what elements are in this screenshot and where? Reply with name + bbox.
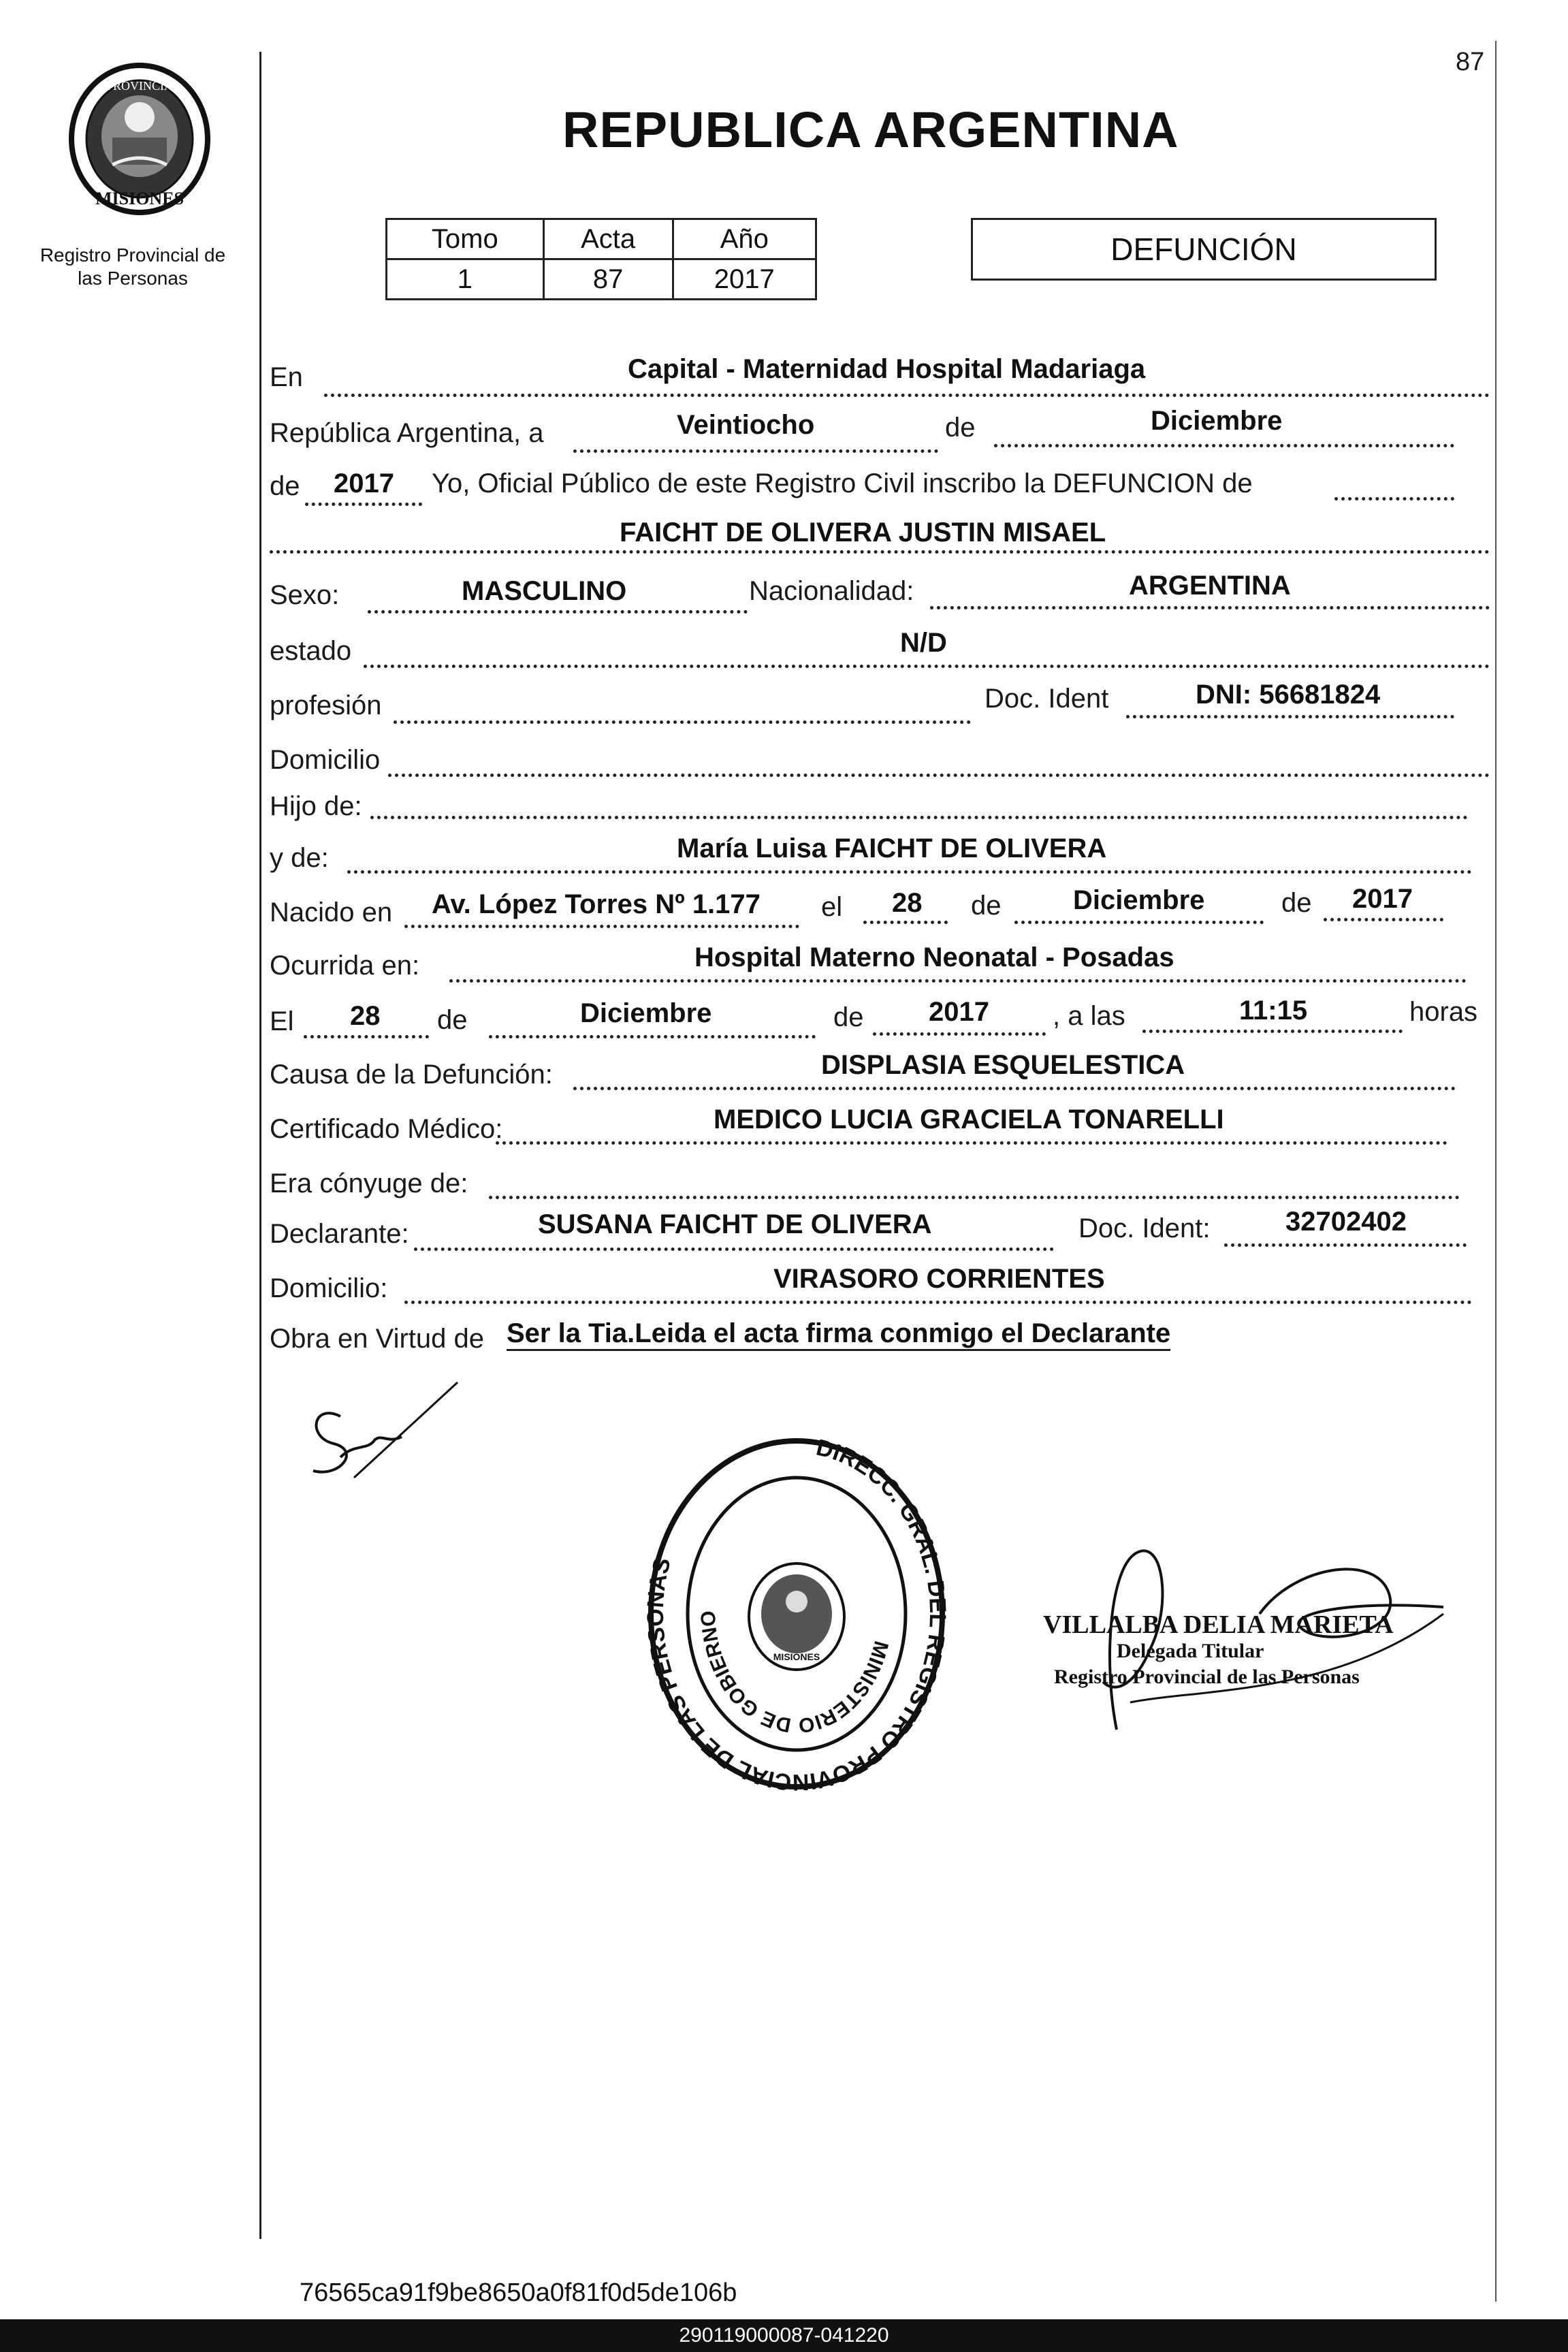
nacionalidad-line bbox=[930, 606, 1490, 609]
de-label: de bbox=[945, 413, 976, 443]
mes-line bbox=[994, 444, 1454, 447]
declarant-signature bbox=[300, 1376, 463, 1484]
hijo-line bbox=[370, 816, 1468, 819]
estado-label: estado bbox=[270, 636, 352, 666]
decl-doc-label: Doc. Ident: bbox=[1078, 1213, 1211, 1243]
page-title: REPUBLICA ARGENTINA bbox=[562, 101, 1179, 158]
mes-value: Diciembre bbox=[1151, 406, 1283, 436]
yde-line bbox=[347, 870, 1472, 874]
yde-label: y de: bbox=[270, 843, 329, 873]
declarante-line bbox=[414, 1247, 1054, 1251]
domicilio-label: Domicilio bbox=[270, 745, 381, 775]
sexo-value: MASCULINO bbox=[462, 576, 627, 606]
certificado-line bbox=[496, 1141, 1447, 1145]
def-dia-line bbox=[304, 1035, 429, 1038]
domicilio2-line bbox=[404, 1301, 1472, 1304]
def-anio-line bbox=[873, 1032, 1046, 1036]
de2-label: de bbox=[270, 471, 300, 501]
nac-mes-line bbox=[1014, 921, 1264, 924]
sexo-label: Sexo: bbox=[270, 580, 340, 610]
conyuge-label: Era cónyuge de: bbox=[270, 1169, 468, 1198]
cell-anio: 2017 bbox=[673, 259, 816, 300]
def-mes-line bbox=[489, 1035, 816, 1038]
doc-ident-line bbox=[1126, 715, 1454, 718]
nac-de1: de bbox=[971, 891, 1002, 921]
svg-text:PROVINCIA: PROVINCIA bbox=[106, 79, 174, 93]
nombre-line bbox=[270, 550, 1490, 554]
right-margin-line bbox=[1495, 41, 1497, 2302]
nac-dia: 28 bbox=[892, 888, 923, 918]
col-header-anio: Año bbox=[673, 219, 816, 259]
profesion-label: profesión bbox=[270, 690, 382, 720]
ocurrida-value: Hospital Materno Neonatal - Posadas bbox=[694, 942, 1174, 972]
estado-value: N/D bbox=[900, 628, 947, 658]
stamp-inner-text: MINISTERIO DE GOBIERNO bbox=[697, 1610, 893, 1737]
def-de2: de bbox=[833, 1002, 864, 1032]
hijo-label: Hijo de: bbox=[270, 791, 362, 821]
def-de1: de bbox=[437, 1005, 468, 1035]
en-line bbox=[324, 394, 1490, 397]
obra-value: Ser la Tia.Leida el acta firma conmigo el Declarante bbox=[507, 1318, 1170, 1351]
province-emblem bbox=[65, 63, 214, 216]
yde-value: María Luisa FAICHT DE OLIVERA bbox=[677, 833, 1107, 863]
nacionalidad-label: Nacionalidad: bbox=[749, 576, 914, 606]
nac-mes: Diciembre bbox=[1073, 885, 1205, 915]
nac-dia-line bbox=[863, 921, 948, 924]
left-margin-line bbox=[259, 52, 261, 2239]
en-label: En bbox=[270, 362, 303, 392]
certificado-value: MEDICO LUCIA GRACIELA TONARELLI bbox=[714, 1105, 1224, 1134]
def-dia: 28 bbox=[350, 1001, 381, 1031]
registry-line-2: las Personas bbox=[78, 268, 188, 289]
registry-line-1: Registro Provincial de bbox=[39, 244, 226, 266]
svg-text:MISIONES: MISIONES bbox=[95, 189, 185, 208]
footer-bar bbox=[0, 2319, 1568, 2352]
dia-line bbox=[573, 449, 938, 453]
causa-label: Causa de la Defunción: bbox=[270, 1060, 553, 1090]
cell-acta: 87 bbox=[543, 259, 673, 300]
doc-ident-value: DNI: 56681824 bbox=[1196, 680, 1381, 710]
dia-value: Veintiocho bbox=[677, 410, 815, 440]
hora-value: 11:15 bbox=[1239, 996, 1308, 1026]
ocurrida-label: Ocurrida en: bbox=[270, 951, 420, 981]
causa-value: DISPLASIA ESQUELESTICA bbox=[821, 1050, 1185, 1080]
republica-label: República Argentina, a bbox=[270, 418, 544, 448]
profesion-line bbox=[394, 720, 971, 724]
nacido-label: Nacido en bbox=[270, 897, 393, 927]
alas-label: , a las bbox=[1053, 1001, 1125, 1031]
footer-code: 290119000087-041220 bbox=[679, 2324, 889, 2347]
def-anio: 2017 bbox=[929, 997, 989, 1027]
nacido-value: Av. López Torres Nº 1.177 bbox=[432, 889, 761, 919]
col-header-tomo: Tomo bbox=[387, 219, 544, 259]
anio-value: 2017 bbox=[334, 468, 394, 498]
domicilio-line bbox=[388, 774, 1490, 777]
sexo-line bbox=[368, 610, 748, 614]
official-role: Delegada Titular bbox=[1117, 1640, 1264, 1662]
registry-name bbox=[27, 244, 238, 290]
declarante-value: SUSANA FAICHT DE OLIVERA bbox=[538, 1209, 932, 1239]
document-hash: 76565ca91f9be8650a0f81f0d5de106b bbox=[300, 2278, 737, 2307]
el2-label: El bbox=[270, 1006, 294, 1036]
decl-doc-value: 32702402 bbox=[1285, 1207, 1407, 1237]
page-number: 87 bbox=[1456, 48, 1485, 76]
certificado-label: Certificado Médico: bbox=[270, 1114, 503, 1144]
registry-table bbox=[385, 218, 817, 300]
horas-label: horas bbox=[1409, 997, 1478, 1027]
domicilio2-value: VIRASORO CORRIENTES bbox=[773, 1264, 1105, 1294]
nac-de2: de bbox=[1281, 888, 1312, 918]
yo-text: Yo, Oficial Público de este Registro Civil inscribo la DEFUNCION de bbox=[432, 468, 1253, 498]
col-header-acta: Acta bbox=[543, 219, 673, 259]
doc-ident-label: Doc. Ident bbox=[985, 684, 1109, 714]
nacionalidad-value: ARGENTINA bbox=[1129, 571, 1291, 601]
el-label: el bbox=[821, 892, 843, 922]
hora-line bbox=[1142, 1030, 1403, 1033]
record-type-box bbox=[971, 218, 1437, 281]
nac-anio: 2017 bbox=[1352, 884, 1413, 914]
domicilio2-label: Domicilio: bbox=[270, 1273, 388, 1303]
stamp-center-label: MISIONES bbox=[773, 1651, 820, 1662]
official-stamp bbox=[640, 1433, 953, 1804]
official-name: VILLALBA DELIA MARIETA bbox=[1043, 1610, 1394, 1639]
causa-line bbox=[573, 1087, 1456, 1090]
estado-line bbox=[364, 665, 1490, 668]
official-office: Registro Provincial de las Personas bbox=[1054, 1666, 1360, 1688]
en-value: Capital - Maternidad Hospital Madariaga bbox=[628, 354, 1146, 384]
nombre-value: FAICHT DE OLIVERA JUSTIN MISAEL bbox=[620, 518, 1106, 547]
yo-line bbox=[1334, 497, 1454, 500]
ocurrida-line bbox=[449, 979, 1467, 983]
stamp-outer-text: DIRECC. GRAL. DEL REGISTRO PROVINCIAL DE LAS PERSONAS bbox=[642, 1434, 951, 1796]
anio-line bbox=[305, 503, 422, 506]
nacido-line bbox=[404, 925, 799, 928]
obra-label: Obra en Virtud de bbox=[270, 1324, 485, 1354]
decl-doc-line bbox=[1224, 1243, 1467, 1247]
nac-anio-line bbox=[1324, 918, 1443, 921]
record-type: DEFUNCIÓN bbox=[1110, 232, 1297, 267]
cell-tomo: 1 bbox=[387, 259, 544, 300]
conyuge-line bbox=[489, 1196, 1460, 1199]
def-mes: Diciembre bbox=[580, 998, 712, 1028]
declarante-label: Declarante: bbox=[270, 1219, 409, 1249]
